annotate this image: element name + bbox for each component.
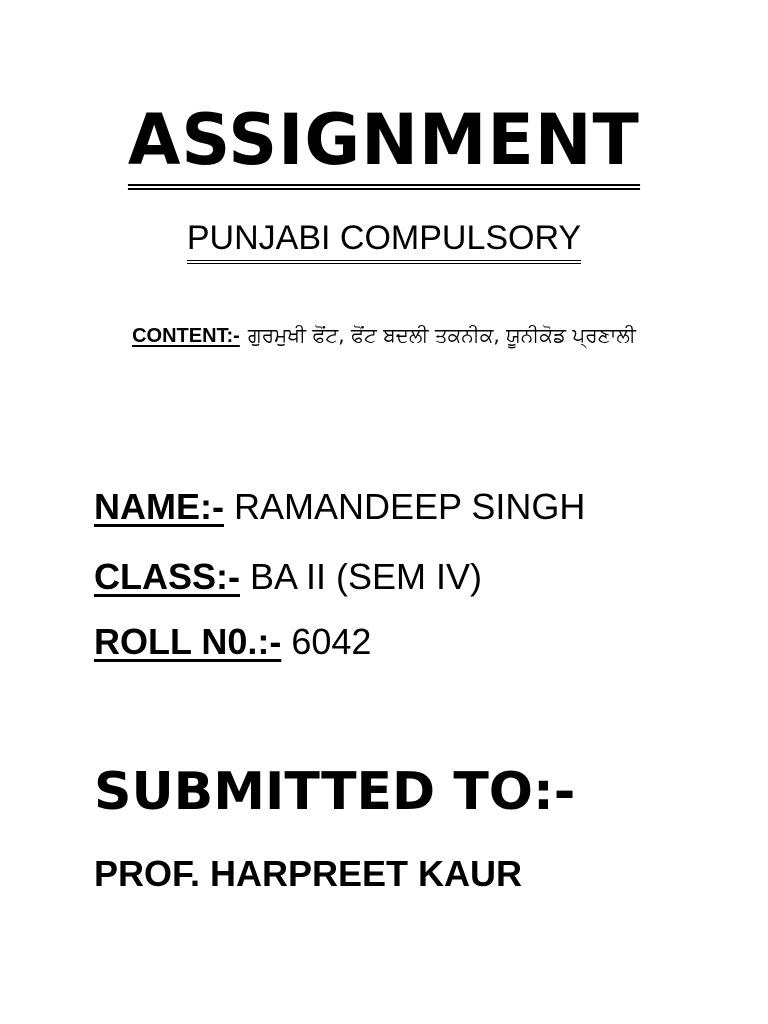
content-description (100, 313, 668, 358)
document-title: ASSIGNMENT (128, 100, 640, 190)
class-value: BA II (SEM IV) (250, 556, 483, 597)
professor-name: PROF. HARPREET KAUR (94, 853, 523, 894)
student-class-row (94, 555, 482, 599)
content-label: CONTENT:- (132, 325, 240, 347)
content-text: ਗੁਰਮੁਖੀ ਫੋਂਟ, ਫੋਂਟ ਬਦਲੀ ਤਕਨੀਕ, ਯੂਨੀਕੋਡ ਪ੍ਰਣਾਲੀ (247, 323, 636, 347)
subject-container (0, 218, 768, 264)
roll-value: 6042 (291, 621, 372, 662)
roll-label: ROLL N0.:- (94, 621, 282, 662)
class-label: CLASS:- (94, 556, 240, 597)
title-container (0, 100, 768, 190)
submitted-to-heading: SUBMITTED TO:- (94, 762, 576, 822)
subject-heading: PUNJABI COMPULSORY (187, 218, 581, 264)
name-value: RAMANDEEP SINGH (233, 486, 586, 527)
student-name-row (94, 485, 585, 529)
name-label: NAME:- (94, 486, 224, 527)
student-roll-row (94, 620, 371, 664)
